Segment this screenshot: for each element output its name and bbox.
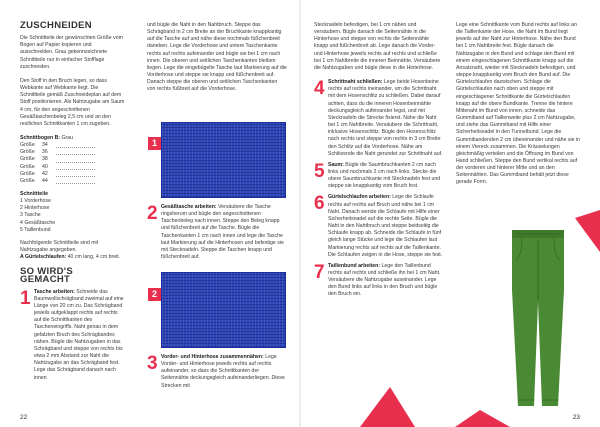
green-pants-photo: [508, 230, 568, 408]
piece-item: 3 Tasche: [20, 212, 41, 219]
sizes-heading: Schnittbogen B: Grau: [20, 135, 74, 142]
step-number: 4: [314, 78, 325, 100]
size-row: Größe 40: [20, 164, 125, 171]
piece-item: 1 Vorderhose: [20, 198, 51, 205]
size-row: Größe 34: [20, 142, 125, 149]
step-number: 3: [147, 353, 158, 374]
column-1: [20, 22, 125, 386]
size-row: Größe 36: [20, 149, 125, 156]
column-2-step2: [147, 204, 287, 265]
paragraph-step1-cont: und bügle die Naht in den Nahtbruch. Steppe das Schrägband in 2 cm Breite an der Bruchkante knappkantig auf die Tasche auf und nähe diese nochmals füßchenbreit daneben. Lege die Vorderhose und untere Taschenkante rechts auf rechts aufeinander und bügle sie bei 1 cm nach innen. Die oberen und seitlichen Taschenkanten bleiben liegen. Lege die eingebügelte Tasche laut Markierung auf die Vorderhose und steppe sie knapp und füßchenbreit auf. Danach steppe die oberen und seitlichen Taschenkanten von rechts füßbreit auf die Vorderhose.: [147, 22, 287, 93]
step-3: 3 Vorder- und Hinterhose zusammennähen: Lege Vorder- und Hinterhose jeweils rechts auf rechts aufeinander, so dass die Schnittkanten der Seitennähte deckungsgleich aufeinanderliegen. Diese Strecken mit: [147, 353, 285, 389]
paragraph-loops: A Gürtelschlaufen: 40 cm lang, 4 cm breit.: [20, 254, 121, 261]
step-number: 1: [20, 287, 31, 309]
pink-triangle-bottom: [360, 387, 415, 427]
piece-item: 2 Hinterhose: [20, 205, 50, 212]
paragraph-cut-2: Den Stoff in den Bruch legen, so dass Webkante auf Webkante liegt. Die Schnittteile gemäß Zuschneideplan auf dem Stoff positionieren. Als Nahtzugabe am Saum 4 cm, für den angeschnittenen Gesäßtaschenbeleg 2,5 cm und an den restlichen Schnittkanten 1 cm zugeben.: [20, 77, 125, 127]
dotted-line: [56, 150, 95, 155]
pink-triangle-bottom-2: [455, 410, 510, 427]
dotted-line: [56, 165, 95, 170]
sizes-list: [20, 142, 125, 185]
step-number: 2: [147, 203, 158, 224]
column-2-step3: [147, 354, 287, 394]
pieces-heading: Schnittteile: [20, 191, 48, 198]
step-2: 2 Gesäßtasche arbeiten: Versäubere die Tasche ringsherum und bügle den angeschnittenen Taschenbeleg nach innen. Steppe den Beleg knapp und füßchenbreit auf die Tasche. Bügle die Taschenkanten 1 cm nach innen und lege die Tasche laut Markierung auf die Hinterhosen und befestige sie mit Stecknadeln. Steppe die Taschen knapp und füßchenbreit auf.: [147, 203, 284, 261]
dotted-line: [56, 172, 95, 177]
pink-triangle-top: [575, 210, 600, 252]
piece-item: 4 Gesäßtasche: [20, 219, 56, 226]
photo-tag-1: 1: [148, 137, 161, 150]
size-row: Größe 42: [20, 171, 125, 178]
step-5: 5 Saum: Bügle die Saumbruchkanten 2 cm nach links und nochmals 2 cm nach links. Stecke die obere Saumbruchkante mit Stecknadeln fest und steppe sie knappkantig vom Bruch fest.: [314, 160, 441, 190]
step-6: 6 Gürtelschlaufen arbeiten: Lege die Schlaufe rechts auf rechts auf Bruch und nähe bei 1 cm Naht. Danach wende die Schlaufe mit Hilfe einer Sicherheitsnadel auf die rechte Seite. Bügle die Naht in den Nahtbruch und steppe beidseitig die Schlaufe knapp ab. Schneide die Schlaufe in fünf gleich lange Stücke und lege die Schlaufen laut Markierung rechts auf rechts auf die Taillenkante. Die Schlaufen zeigen in die Hose, steppe sie fest.: [314, 193, 443, 258]
size-row: Größe 38: [20, 156, 125, 163]
dotted-line: [56, 158, 95, 163]
column-2: [147, 22, 287, 101]
step-number: 7: [314, 261, 325, 283]
step-number: 6: [314, 193, 325, 215]
page-number-left: 22: [20, 414, 28, 421]
size-row: Größe 44: [20, 178, 125, 185]
paragraph-step7-cont: Lege eine Schnittkante vom Bund rechts auf links an die Taillenkante der Hose, die Naht im Bund liegt jeweils auf der Naht zur Hinterhose. Nähe den Bund bei 1 cm Nahtbreite fest. Bügle danach die Nahtzugabe in den Bund und schlage den Bund mit einem eingeschlagenen Schnittkante knapp auf die Ansatznaht, wieder mit Stecknadeln befestigen, und steppe knappkantig vom Bruch den Bund auf. Die Gürtelschlaufen dazwischen. Schlage die Gürtelschlaufen nach oben und steppe mit eingeschlagener Schnittkante die Gürtelschlaufen knapp auf die obere Bundkante. Trenne die hintere Mittenaht im Bund von innen, schneide das Gummiband auf Taillenweite plus 2 cm Nahtzugabe, und ziehe das Gummiband mit Hilfe einer Sicherheitsnadel in den Tunnelbund. Lege die Gummibandenden 2 cm übereinander und nähe sie in einem Viereck zusammen. Die Kräuselungen gleichmäßig verteilen und die Öffnung im Bund von Hand schließen. Steppe den Bund vertikal rechts auf der vorderen und hinterer Mitte und an den Seitennähten. Das Gummiband behält jetzt diese gerade Form.: [456, 22, 581, 186]
heading-so-wirds-gemacht: SO WIRD'S GEMACHT: [20, 266, 73, 285]
paragraph-step3-cont: Stecknadeln befestigen, bei 1 cm nähen und versäubern. Bügle danach die Seitennähte in die Hinterhose und steppe von rechts die Seitennähte knapp und füßchenbreit ab. Lege danach die Vorder- und Hinterhose jeweils rechts auf rechts und schließe bei 1 cm Nahtbreite die inneren Beinnähte. Versäubere die Nahtzugaben und bügle diese in die Hinterhose.: [314, 22, 441, 71]
pieces-list: [20, 198, 125, 234]
column-4: [456, 22, 580, 194]
fabric-photo-1: [161, 122, 286, 198]
page-gutter: [299, 0, 301, 427]
dotted-line: [56, 143, 95, 148]
piece-item: 5 Taillenbund: [20, 226, 51, 233]
step-7: 7 Taillenbund arbeiten: Lege den Taillenbund rechts auf rechts und schließe ihn bei 1 cm Naht. Versäubere die Nahtzugabe auseinander. Lege den Bund links auf links in den Bruch und bügle den Bruch ein.: [314, 261, 441, 298]
heading-zuschneiden: ZUSCHNEIDEN: [20, 20, 92, 31]
step-4: 4 Schrittnaht schließen: Lege beide Hosenbeine rechts auf rechts ineinander, um die Schrittnaht mit dem Hosenschlitz zu schließen. Dabei darauf achten, dass du die inneren Hosenbeinnähte deckungsgleich aufeinander legst, und mit Stecknadeln die Strecke fixierst. Nähe die Naht bei 1 cm Nahtbreite. Versäubere die Schrittnaht, inklusive Hosenschlitz. Bügle den Hosenschlitz nach rechts und steppe von rechts in 3 cm Breite den Schlitz auf die Vorderhose. Nähe am Schlitzende die Naht gerundet zur Schrittnaht auf.: [314, 78, 443, 157]
photo-tag-2: 2: [148, 288, 161, 301]
paragraph-cut-1: Die Schnittteile der gewünschten Größe vom Bogen auf Papier kopieren und ausschneiden. Grau gekennzeichnete Schnittteile nur in einfacher Stofflage zuschneiden.: [20, 35, 123, 70]
fabric-photo-2: [161, 272, 286, 348]
dotted-line: [56, 179, 95, 184]
step-1: 1 Tasche arbeiten: Schneide das Baumwollschrägband zweimal auf eine Länge von 20 cm zu. Das Schrägband jeweils aufgeklappt rechts auf rechts auf die Schnittkanten des Tascheneingriffs. Naht genau in dem gefalzten Bruch des Schrägbandes nähen. Bügle die Nahtzugaben in das Schrägband und steppe von rechts bis etwa 2 mm Abstand zur Naht die Nahtzugabe an das Schrägband fest. Lege das Schrägband danach nach innen: [20, 287, 124, 381]
paragraph-seam-note: Nachfolgende Schnittteile sind mit Nahtzugabe angegeben.: [20, 239, 99, 254]
step-number: 5: [314, 160, 325, 182]
page-number-right: 23: [572, 414, 580, 421]
